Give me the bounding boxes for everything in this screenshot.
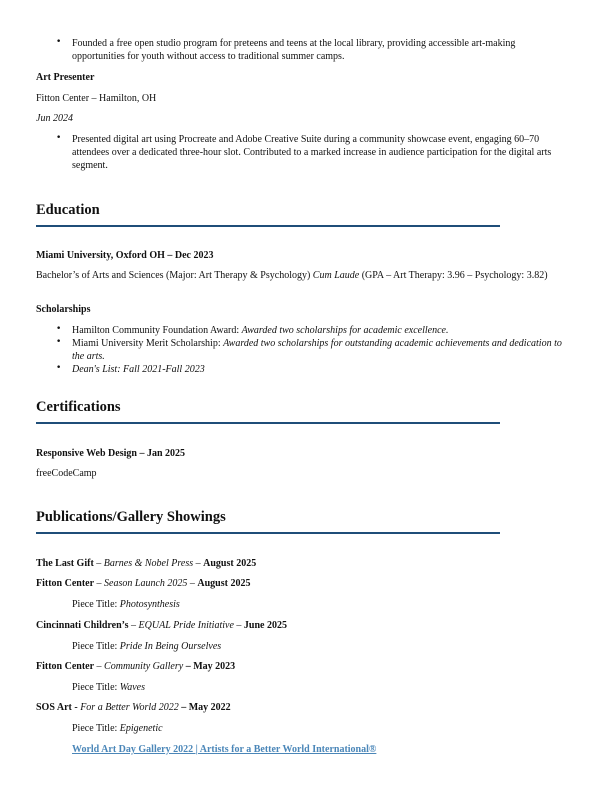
job-title: Art Presenter bbox=[36, 72, 95, 83]
piece-label: Piece Title: bbox=[72, 641, 120, 652]
list-item bbox=[36, 324, 566, 337]
piece-line bbox=[72, 640, 221, 653]
list-item: • Presented digital art using Procreate and Adobe Creative Suite during a community showcase event, engaging 60–70 attendees over a dedicated three-hour slot. Contributed to a marked increase in audience participation for the digital arts segment. bbox=[36, 133, 566, 172]
degree-text: Bachelor’s of Arts and Sciences (Major: Art Therapy & Psychology) bbox=[36, 270, 313, 281]
section-divider bbox=[36, 225, 500, 227]
piece-label: Piece Title: bbox=[72, 723, 120, 734]
scholarship-name: Miami University Merit Scholarship: bbox=[72, 338, 224, 349]
list-item bbox=[36, 337, 566, 363]
degree-line bbox=[36, 269, 576, 282]
scholarship-desc: Awarded two scholarships for academic excellence. bbox=[241, 325, 449, 336]
publication-entry bbox=[36, 701, 231, 714]
pub-title: Cincinnati Children’s bbox=[36, 620, 129, 631]
cert-issuer: freeCodeCamp bbox=[36, 468, 97, 479]
publication-entry bbox=[36, 660, 235, 673]
pub-sep: – bbox=[187, 578, 198, 589]
piece-title: Photosynthesis bbox=[119, 599, 180, 610]
job-bullet-list bbox=[36, 133, 566, 172]
scholarship-name: Hamilton Community Foundation Award: bbox=[72, 325, 242, 336]
list-item: • Founded a free open studio program for preteens and teens at the local library, providing accessible art-making opportunities for youth without access to traditional summer camps. bbox=[36, 37, 566, 63]
piece-title: Epigenetic bbox=[119, 723, 163, 734]
piece-label: Piece Title: bbox=[72, 682, 120, 693]
section-heading-certifications: Certifications bbox=[36, 399, 121, 415]
piece-line bbox=[72, 598, 180, 611]
piece-line bbox=[72, 681, 145, 694]
cert-line: Responsive Web Design – Jan 2025 bbox=[36, 448, 186, 459]
scholarship-list bbox=[36, 324, 566, 376]
degree-gpa: (GPA – Art Therapy: 3.96 – Psychology: 3.82) bbox=[359, 270, 548, 281]
job-org: Fitton Center – Hamilton, OH bbox=[36, 93, 157, 104]
pub-title: Fitton Center bbox=[36, 661, 95, 672]
section-heading-education: Education bbox=[36, 202, 100, 218]
pub-sep: – bbox=[183, 661, 194, 672]
pub-venue: Season Launch 2025 bbox=[104, 578, 188, 589]
pub-title: SOS Art bbox=[36, 702, 72, 713]
pub-sep: – bbox=[94, 578, 105, 589]
section-heading-publications: Publications/Gallery Showings bbox=[36, 509, 226, 525]
publication-entry bbox=[36, 557, 256, 570]
pub-sep: – bbox=[128, 620, 139, 631]
pub-sep: – bbox=[93, 558, 104, 569]
piece-title: Waves bbox=[119, 682, 145, 693]
degree-honor: Cum Laude bbox=[312, 270, 360, 281]
pub-title: Fitton Center bbox=[36, 578, 95, 589]
pub-sep: – bbox=[233, 620, 244, 631]
piece-line bbox=[72, 722, 163, 735]
section-divider bbox=[36, 422, 500, 424]
piece-title: Pride In Being Ourselves bbox=[119, 641, 222, 652]
section-divider bbox=[36, 532, 500, 534]
pub-date: August 2025 bbox=[203, 558, 257, 569]
publication-entry bbox=[36, 619, 287, 632]
top-bullet-list bbox=[36, 37, 566, 63]
pub-sep: – bbox=[94, 661, 105, 672]
pub-sep: – bbox=[178, 702, 189, 713]
school-line: Miami University, Oxford OH – Dec 2023 bbox=[36, 250, 214, 261]
pub-venue: EQUAL Pride Initiative bbox=[138, 620, 234, 631]
gallery-link[interactable]: World Art Day Gallery 2022 | Artists for a Better World International® bbox=[72, 744, 377, 755]
pub-date: June 2025 bbox=[243, 620, 287, 631]
scholarships-label: Scholarships bbox=[36, 304, 91, 315]
pub-venue: For a Better World 2022 bbox=[80, 702, 179, 713]
piece-label: Piece Title: bbox=[72, 599, 120, 610]
job-date: Jun 2024 bbox=[36, 113, 73, 124]
pub-venue: Community Gallery bbox=[104, 661, 184, 672]
pub-date: May 2022 bbox=[188, 702, 231, 713]
pub-sep: – bbox=[193, 558, 204, 569]
pub-sep: - bbox=[71, 702, 81, 713]
scholarship-desc: Dean's List: Fall 2021-Fall 2023 bbox=[72, 364, 205, 375]
list-item bbox=[36, 363, 566, 376]
pub-venue: Barnes & Nobel Press bbox=[103, 558, 194, 569]
pub-title: The Last Gift bbox=[36, 558, 94, 569]
pub-date: August 2025 bbox=[197, 578, 251, 589]
pub-date: May 2023 bbox=[193, 661, 236, 672]
publication-entry bbox=[36, 577, 250, 590]
scholarship-desc: Awarded two scholarships for outstanding academic achievements and dedication to the arts. bbox=[72, 338, 562, 362]
